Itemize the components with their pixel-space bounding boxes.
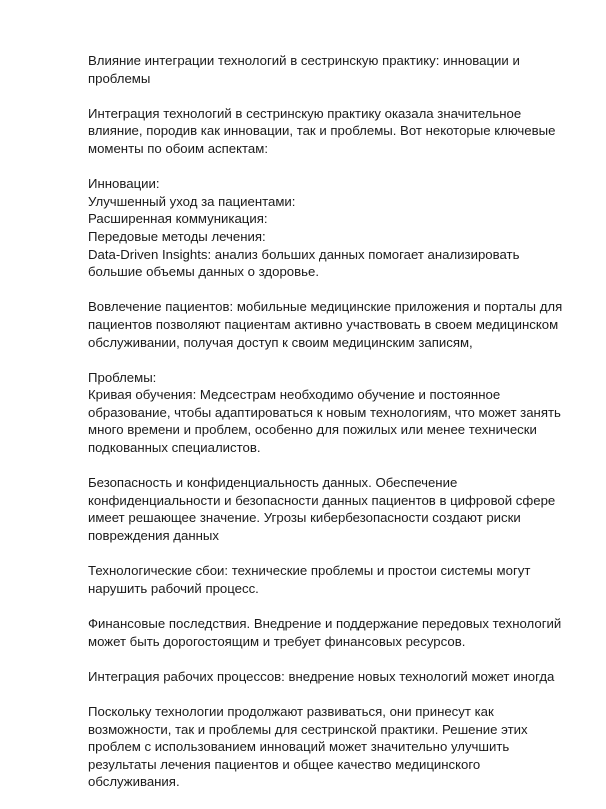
- text-line: Интеграция рабочих процессов: внедрение новых технологий может иногда: [88, 668, 555, 684]
- text-line: повреждения данных: [88, 528, 219, 544]
- tech-failures-paragraph: [88, 562, 564, 597]
- problems-section: [88, 369, 564, 457]
- text-line: может быть дорогостоящим и требует финансовых ресурсов.: [88, 633, 466, 649]
- text-line: Кривая обучения: Медсестрам необходимо обучение и постоянное: [88, 387, 501, 403]
- text-line: обслуживании, получая доступ к своим медицинским записям,: [88, 334, 473, 350]
- text-line: результаты лечения пациентов и общее качество медицинского: [88, 756, 481, 772]
- text-line: много времени и проблем, особенно для пожилых или менее технически: [88, 422, 537, 438]
- patient-engagement-paragraph: [88, 298, 564, 351]
- text-line: обслуживания.: [88, 774, 180, 790]
- document-title: [88, 52, 564, 87]
- conclusion-paragraph: [88, 703, 564, 791]
- innovation-item: Расширенная коммуникация:: [88, 211, 268, 227]
- title-line: Влияние интеграции технологий в сестринскую практику: инновации и: [88, 53, 520, 68]
- financial-paragraph: [88, 615, 564, 650]
- text-line: проблем с использованием инноваций может значительно улучшить: [88, 739, 510, 755]
- data-security-paragraph: [88, 474, 564, 544]
- innovation-item: Улучшенный уход за пациентами:: [88, 193, 296, 209]
- text-line: Финансовые последствия. Внедрение и поддержание передовых технологий: [88, 616, 562, 631]
- document-page: [88, 52, 564, 809]
- text-line: Вовлечение пациентов: мобильные медицинские приложения и порталы для: [88, 299, 563, 315]
- text-line: возможности, так и проблемы для сестринской практики. Решение этих: [88, 721, 528, 737]
- intro-paragraph: [88, 105, 564, 158]
- text-line: моменты по обоим аспектам:: [88, 140, 269, 156]
- innovation-item: Передовые методы лечения:: [88, 228, 266, 244]
- text-line: пациентов позволяют пациентам активно участвовать в своем медицинском: [88, 316, 559, 332]
- text-line: конфиденциальности и безопасности данных пациентов в цифровой сфере: [88, 492, 556, 508]
- text-line: подкованных специалистов.: [88, 440, 261, 456]
- innovations-section: [88, 175, 564, 281]
- title-line: проблемы: [88, 70, 151, 86]
- workflow-paragraph: [88, 668, 564, 686]
- section-heading-problems: Проблемы:: [88, 369, 157, 385]
- innovation-item: Data-Driven Insights: анализ больших данных помогает анализировать: [88, 246, 520, 262]
- text-line: большие объемы данных о здоровье.: [88, 264, 319, 280]
- text-line: Интеграция технологий в сестринскую практику оказала значительное: [88, 105, 522, 121]
- text-line: образование, чтобы адаптироваться к новым технологиям, что может занять: [88, 404, 561, 420]
- text-line: влияние, породив как инновации, так и проблемы. Вот некоторые ключевые: [88, 123, 556, 139]
- text-line: Поскольку технологии продолжают развиваться, они принесут как: [88, 703, 494, 719]
- text-line: Технологические сбои: технические проблемы и простои системы могут: [88, 563, 531, 579]
- text-line: нарушить рабочий процесс.: [88, 580, 259, 596]
- text-line: Безопасность и конфиденциальность данных. Обеспечение: [88, 475, 458, 491]
- text-line: имеет решающее значение. Угрозы кибербезопасности создают риски: [88, 510, 521, 526]
- section-heading-innovations: Инновации:: [88, 176, 160, 192]
